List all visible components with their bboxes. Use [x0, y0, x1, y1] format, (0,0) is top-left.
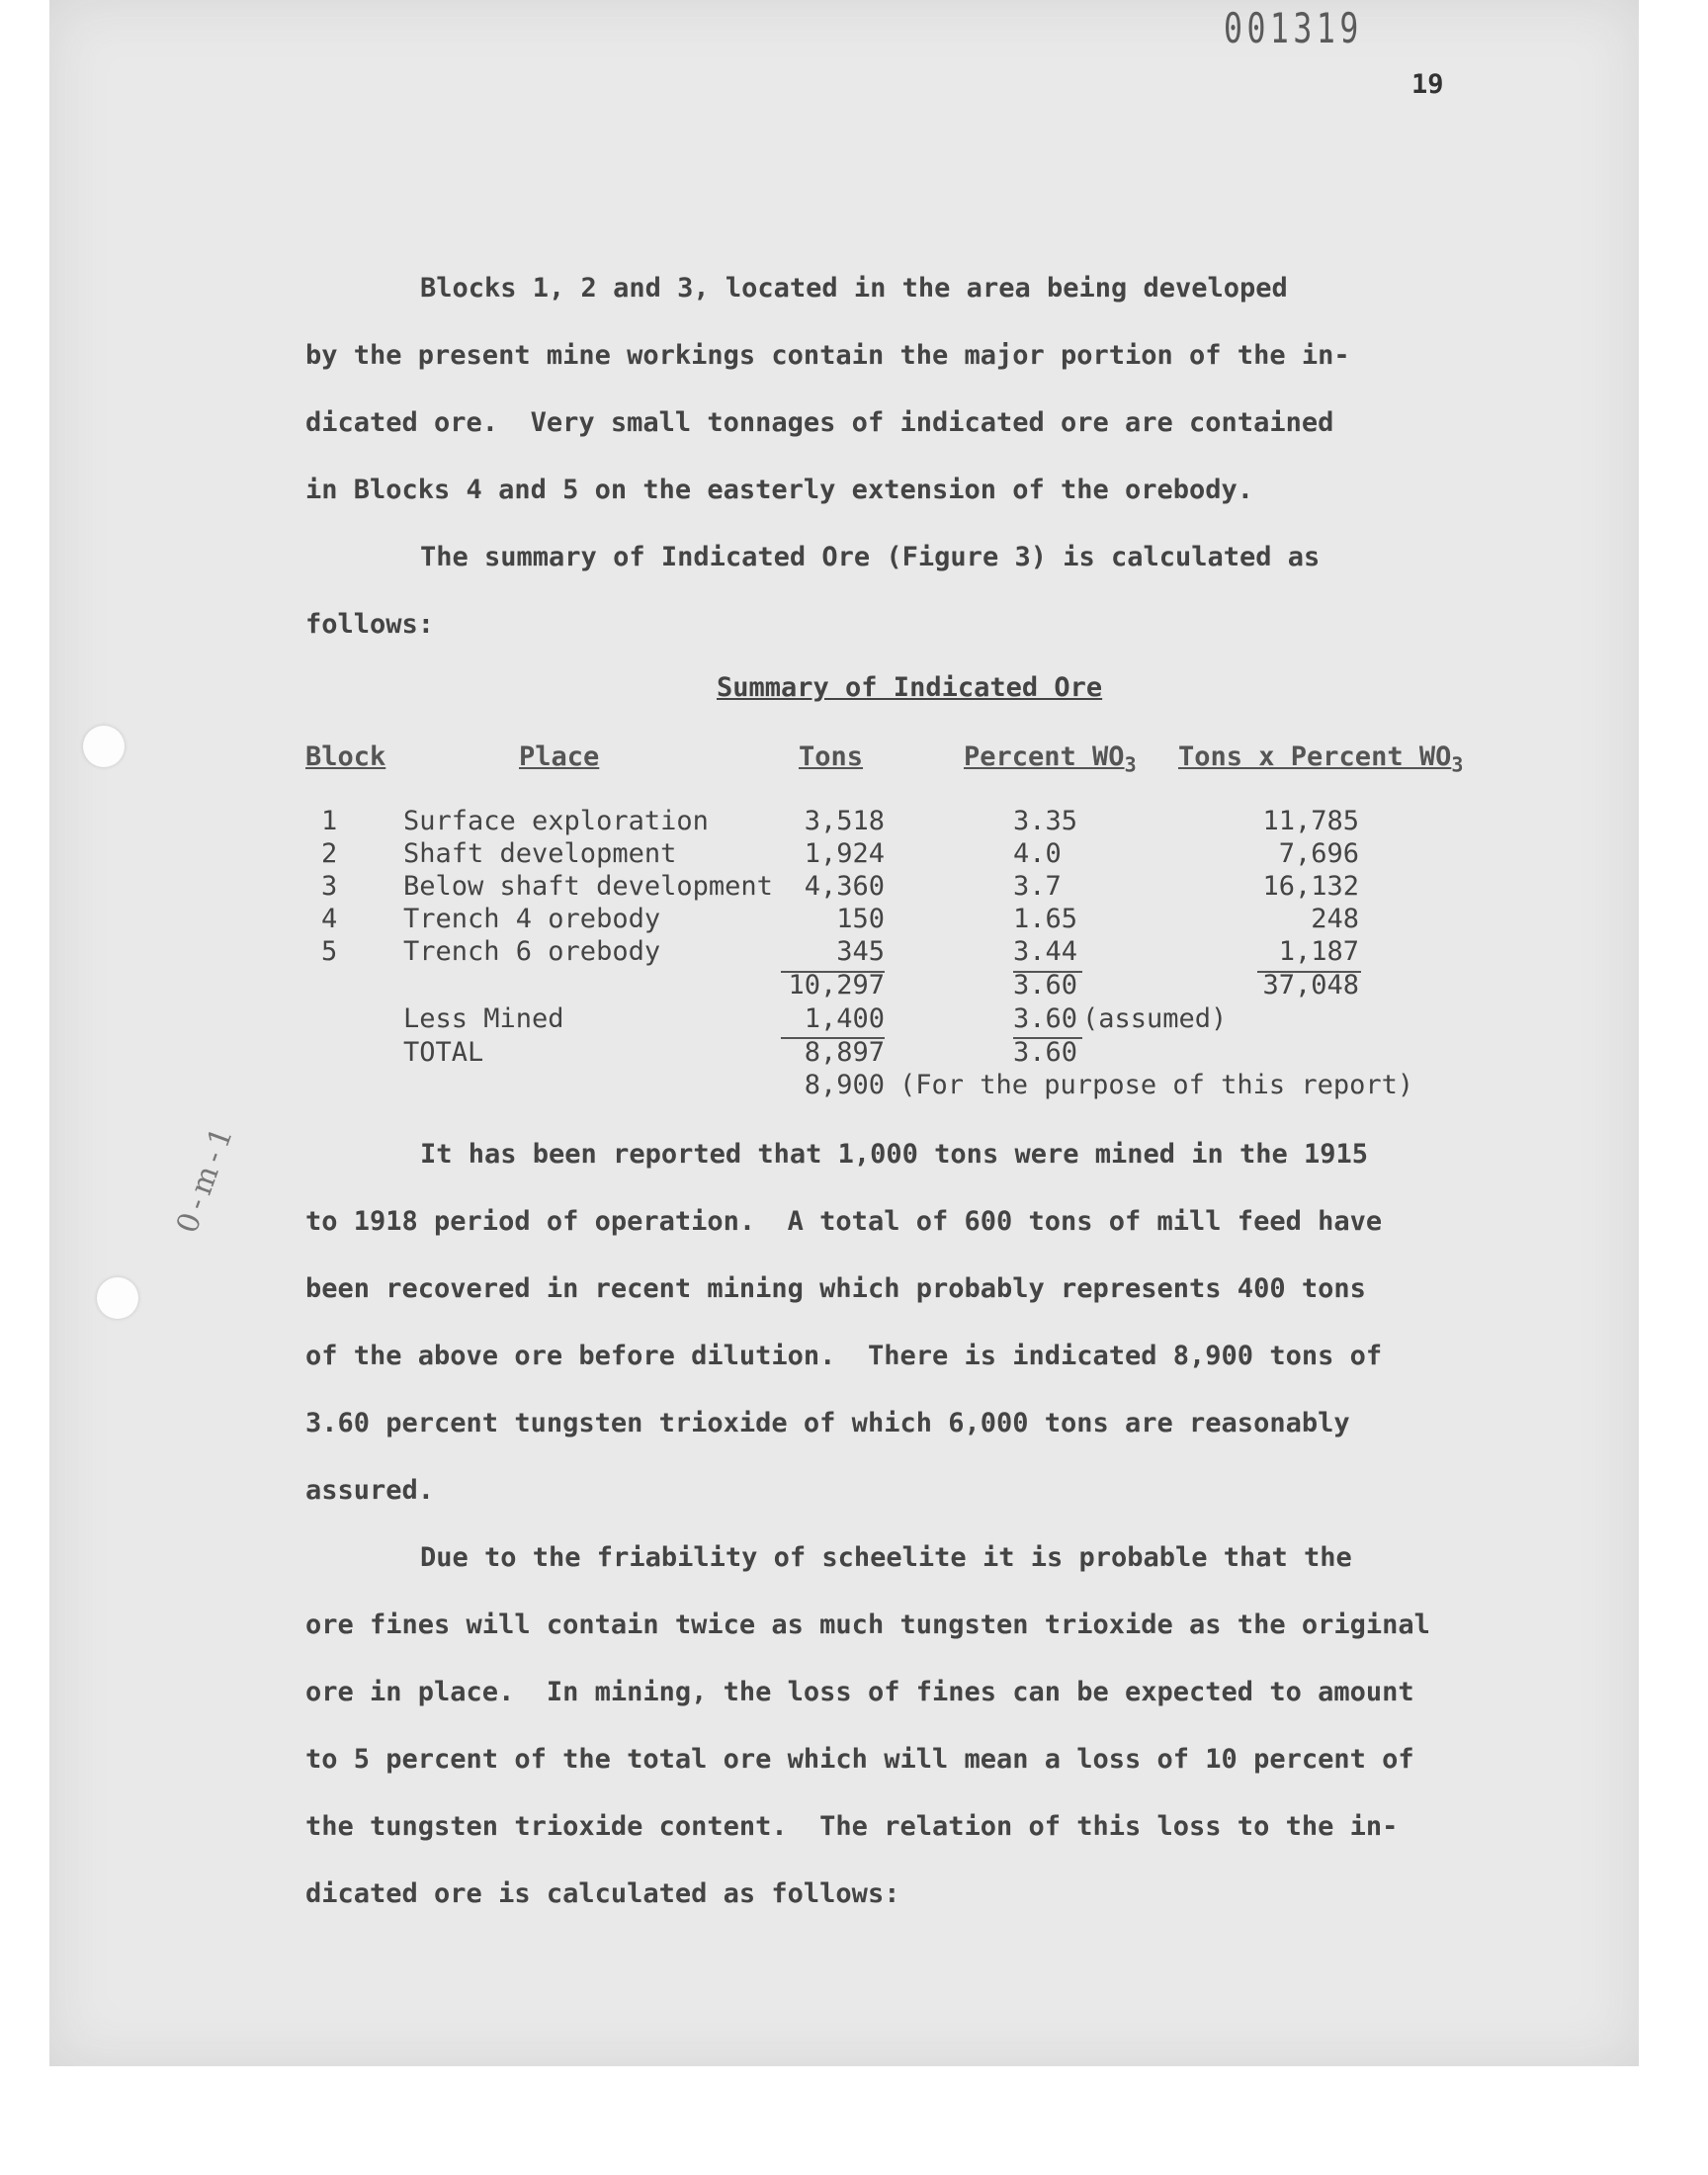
paragraph-line: dicated ore. Very small tonnages of indicated ore are contained [305, 407, 1334, 438]
cell-product: 248 [1311, 904, 1359, 934]
header-text: Tons x Percent WO [1178, 741, 1452, 772]
total-tons: 8,897 [804, 1037, 885, 1068]
paragraph-line: to 1918 period of operation. A total of 600 tons of mill feed have [305, 1206, 1383, 1237]
page-bottom-margin [0, 2102, 1708, 2175]
cell-tons: 150 [836, 904, 885, 934]
cell-product: 1,187 [1278, 936, 1359, 967]
paragraph-line: It has been reported that 1,000 tons were mined in the 1915 [420, 1139, 1369, 1170]
header-text: Percent WO [964, 741, 1125, 772]
cell-product: 7,696 [1278, 838, 1359, 869]
subscript: 3 [1451, 752, 1464, 777]
cell-place: Below shaft development [403, 871, 773, 902]
cell-product: 16,132 [1262, 871, 1359, 902]
cell-percent: 1.65 [1013, 904, 1078, 934]
column-header-tons-x-percent [1178, 741, 1463, 776]
handwritten-margin-note: 0-m-1 [170, 1117, 242, 1238]
paragraph-line: The summary of Indicated Ore (Figure 3) is calculated as [420, 542, 1321, 572]
less-mined-percent: 3.60 [1013, 1003, 1078, 1034]
column-header-percent-wo3 [964, 741, 1137, 776]
cell-block: 4 [321, 904, 338, 934]
column-header-block: Block [305, 741, 386, 772]
cell-tons: 3,518 [804, 806, 885, 836]
cell-place: Surface exploration [403, 806, 709, 836]
table-title: Summary of Indicated Ore [717, 672, 1103, 703]
column-header-tons: Tons [799, 741, 864, 772]
cell-place: Trench 6 orebody [403, 936, 661, 967]
total-label: TOTAL [403, 1037, 484, 1068]
less-mined-label: Less Mined [403, 1003, 564, 1034]
paragraph-line: the tungsten trioxide content. The relation of this loss to the in- [305, 1811, 1399, 1842]
page-number: 19 [1411, 69, 1444, 100]
cell-percent: 3.44 [1013, 936, 1078, 967]
subtotal-product: 37,048 [1262, 970, 1359, 1000]
cell-percent: 4.0 [1013, 838, 1062, 869]
cell-block: 3 [321, 871, 338, 902]
cell-percent: 3.7 [1013, 871, 1062, 902]
paragraph-line: of the above ore before dilution. There is indicated 8,900 tons of [305, 1341, 1383, 1371]
paragraph-line: follows: [305, 609, 435, 640]
paragraph-line: to 5 percent of the total ore which will mean a loss of 10 percent of [305, 1744, 1414, 1775]
cell-block: 1 [321, 806, 338, 836]
cell-tons: 345 [836, 936, 885, 967]
cell-block: 5 [321, 936, 338, 967]
paragraph-line: been recovered in recent mining which probably represents 400 tons [305, 1273, 1366, 1304]
paragraph-line: ore in place. In mining, the loss of fines can be expected to amount [305, 1677, 1414, 1707]
cell-tons: 4,360 [804, 871, 885, 902]
subtotal-percent: 3.60 [1013, 970, 1078, 1000]
paragraph-line: ore fines will contain twice as much tungsten trioxide as the original [305, 1610, 1430, 1640]
subscript: 3 [1124, 752, 1137, 777]
cell-tons: 1,924 [804, 838, 885, 869]
column-header-place: Place [519, 741, 600, 772]
cell-block: 2 [321, 838, 338, 869]
paragraph-line: Due to the friability of scheelite it is probable that the [420, 1542, 1352, 1573]
rounded-note: (For the purpose of this report) [899, 1070, 1414, 1100]
punch-hole-top [83, 726, 125, 767]
paragraph-line: by the present mine workings contain the major portion of the in- [305, 340, 1350, 371]
cell-product: 11,785 [1262, 806, 1359, 836]
cell-place: Trench 4 orebody [403, 904, 661, 934]
rounded-tons: 8,900 [804, 1070, 885, 1100]
paragraph-line: 3.60 percent tungsten trioxide of which 6,000 tons are reasonably [305, 1408, 1350, 1438]
paragraph-line: assured. [305, 1475, 435, 1506]
less-mined-tons: 1,400 [804, 1003, 885, 1034]
paragraph-line: Blocks 1, 2 and 3, located in the area being developed [420, 273, 1288, 304]
total-percent: 3.60 [1013, 1037, 1078, 1068]
subtotal-tons: 10,297 [788, 970, 885, 1000]
document-stamp-number: 001319 [1224, 4, 1363, 52]
cell-percent: 3.35 [1013, 806, 1078, 836]
paragraph-line: dicated ore is calculated as follows: [305, 1878, 900, 1909]
cell-place: Shaft development [403, 838, 677, 869]
paragraph-line: in Blocks 4 and 5 on the easterly extension of the orebody. [305, 475, 1254, 505]
less-mined-note: (assumed) [1082, 1003, 1228, 1034]
punch-hole-bottom [97, 1277, 138, 1319]
